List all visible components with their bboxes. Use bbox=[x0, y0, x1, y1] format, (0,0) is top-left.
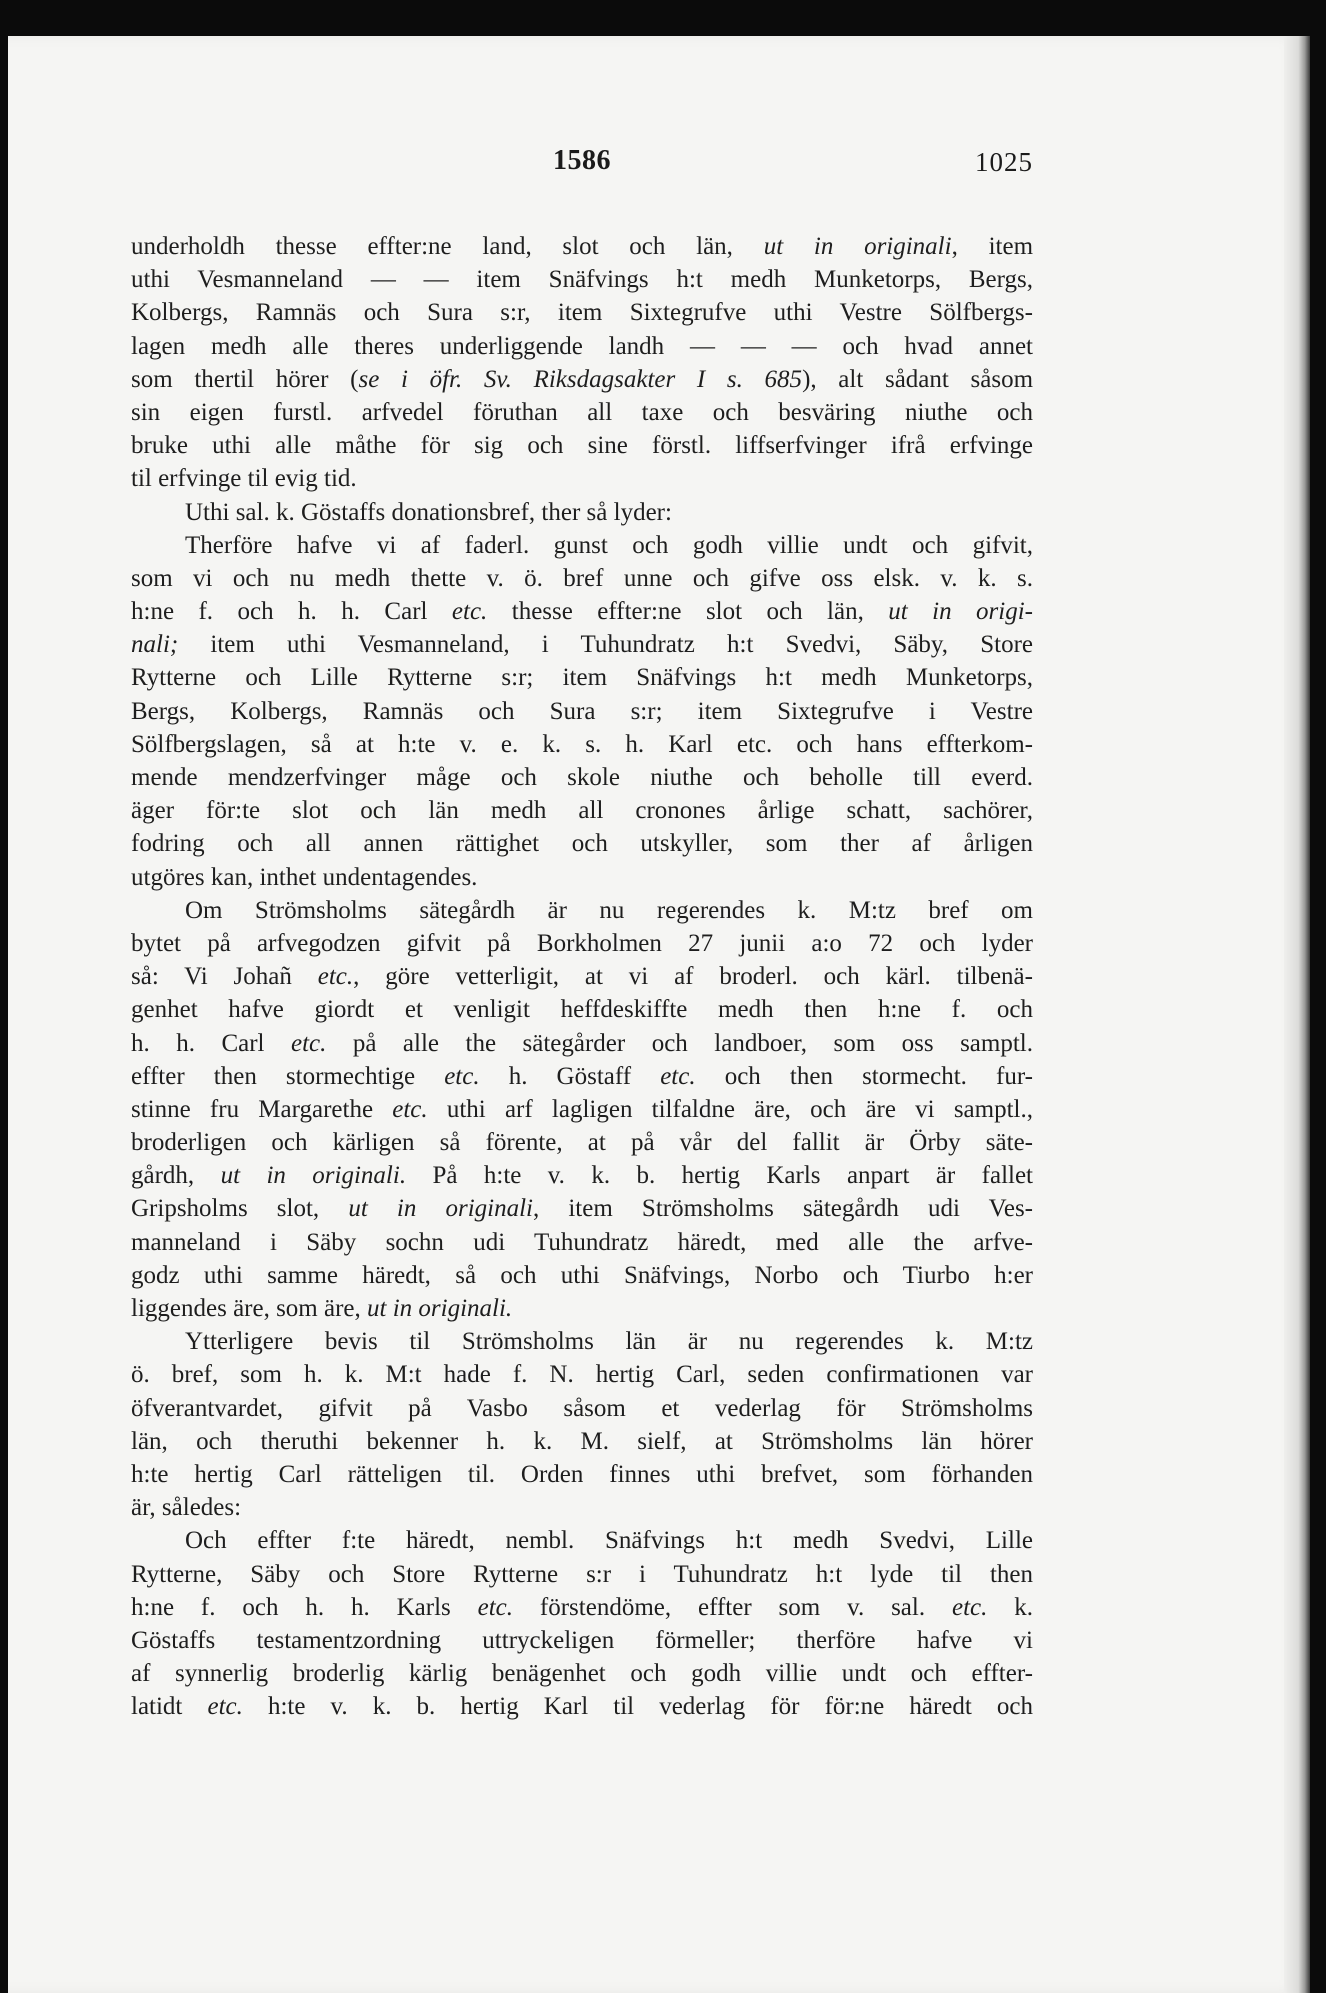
text-run: effter then stormechtige bbox=[131, 1062, 445, 1090]
text-run: Uthi sal. k. Göstaffs donationsbref, ther så lyder: bbox=[185, 498, 672, 526]
text-run: k. bbox=[987, 1593, 1033, 1621]
text-line bbox=[131, 1358, 1033, 1391]
text-run: fodring och all annen rättighet och utskyller, som ther af årligen bbox=[131, 830, 1033, 858]
text-run: gårdh, bbox=[131, 1162, 221, 1190]
text-line bbox=[131, 894, 1033, 927]
text-run: underholdh thesse effter:ne land, slot och län, bbox=[131, 233, 764, 260]
italic-text: ut in originali. bbox=[367, 1295, 513, 1322]
text-line bbox=[131, 562, 1033, 595]
text-run: Ytterligere bevis til Strömsholms län är nu regerendes k. M:tz bbox=[185, 1328, 1033, 1356]
text-run: Om Strömsholms sätegårdh är nu regerendes k. M:tz bref om bbox=[185, 896, 1033, 924]
text-run: godz uthi samme häredt, så och uthi Snäfvings, Norbo och Tiurbo h:er bbox=[131, 1261, 1033, 1289]
text-line bbox=[131, 1591, 1033, 1624]
text-run: Och effter f:te häredt, nembl. Snäfvings h:t medh Svedvi, Lille bbox=[185, 1527, 1033, 1555]
text-line bbox=[131, 1292, 1033, 1325]
text-run: h. h. Carl bbox=[131, 1029, 291, 1057]
italic-text: ut in originali bbox=[348, 1195, 533, 1223]
text-run: och then stormecht. fur- bbox=[695, 1062, 1033, 1090]
text-line bbox=[131, 1690, 1033, 1723]
text-run: uthi Vesmanneland — — item Snäfvings h:t medh Munketorps, Bergs, bbox=[131, 266, 1033, 294]
text-line bbox=[131, 1491, 1033, 1524]
page-header bbox=[131, 145, 1033, 205]
text-run: latidt bbox=[131, 1693, 208, 1721]
text-run: äger för:te slot och län medh all cronones årlige schatt, sachörer, bbox=[131, 797, 1033, 825]
text-line bbox=[131, 960, 1033, 993]
text-line bbox=[131, 595, 1033, 628]
text-line bbox=[131, 1192, 1033, 1225]
text-line bbox=[131, 661, 1033, 694]
text-line bbox=[131, 1325, 1033, 1358]
text-run: thesse effter:ne slot och län, bbox=[487, 598, 889, 626]
italic-text: etc. bbox=[392, 1095, 428, 1123]
text-run: , item bbox=[951, 233, 1033, 260]
text-run: Rytterne, Säby och Store Rytterne s:r i Tuhundratz h:t lyde til then bbox=[131, 1560, 1033, 1588]
italic-text: etc. bbox=[477, 1593, 514, 1621]
text-run: sin eigen furstl. arfvedel föruthan all taxe och besväring niuthe och bbox=[131, 398, 1033, 426]
page-edge-shadow bbox=[1284, 36, 1310, 1993]
text-run: öfverantvardet, gifvit på Vasbo såsom et vederlag för Strömsholms bbox=[131, 1394, 1033, 1422]
text-line bbox=[131, 861, 1033, 894]
text-run: som thertil hörer ( bbox=[131, 365, 359, 393]
text-line bbox=[131, 1093, 1033, 1126]
page-number: 1025 bbox=[975, 147, 1033, 177]
italic-text: etc. bbox=[444, 1062, 480, 1090]
text-run: genhet hafve giordt et venligit heffdeskiffte medh then h:ne f. och bbox=[131, 996, 1033, 1024]
text-line bbox=[131, 993, 1033, 1026]
text-line bbox=[131, 462, 1033, 495]
text-line bbox=[131, 263, 1033, 296]
text-line bbox=[131, 1226, 1033, 1259]
header-year: 1586 bbox=[553, 145, 611, 176]
text-run: h:ne f. och h. h. Karls bbox=[131, 1593, 478, 1621]
body-text bbox=[131, 230, 1033, 1723]
text-line bbox=[131, 1159, 1033, 1192]
text-run: h. Göstaff bbox=[479, 1062, 661, 1090]
text-line bbox=[131, 529, 1033, 562]
italic-text: etc. bbox=[660, 1062, 696, 1090]
text-line bbox=[131, 396, 1033, 429]
text-line bbox=[131, 496, 1033, 529]
italic-text: etc. bbox=[451, 598, 488, 626]
italic-text: etc. bbox=[317, 963, 354, 991]
italic-text: ut in originali bbox=[763, 233, 952, 260]
text-run: så: Vi Johañ bbox=[131, 963, 318, 991]
text-run: uthi arf lagligen tilfaldne äre, och äre vi samptl., bbox=[427, 1095, 1033, 1123]
text-run: , item Strömsholms sätegårdh udi Ves- bbox=[532, 1195, 1033, 1223]
italic-text: ut in origi- bbox=[888, 598, 1033, 626]
text-run: af synnerlig broderlig kärlig benägenhet och godh villie undt och effter- bbox=[131, 1660, 1033, 1688]
text-run: , göre vetterligit, at vi af broderl. och kärl. tilbenä- bbox=[353, 963, 1033, 991]
text-run: Bergs, Kolbergs, Ramnäs och Sura s:r; item Sixtegrufve i Vestre bbox=[131, 697, 1033, 725]
text-line bbox=[131, 761, 1033, 794]
text-line bbox=[131, 1558, 1033, 1591]
text-run: lagen medh alle theres underliggende landh — — — och hvad annet bbox=[131, 332, 1033, 360]
text-run: Rytterne och Lille Rytterne s:r; item Snäfvings h:t medh Munketorps, bbox=[131, 664, 1033, 692]
text-line bbox=[131, 1060, 1033, 1093]
text-line bbox=[131, 1392, 1033, 1425]
italic-text: nali; bbox=[131, 631, 179, 659]
text-run: h:ne f. och h. h. Carl bbox=[131, 598, 452, 626]
text-run: stinne fru Margarethe bbox=[131, 1095, 393, 1123]
text-run: ), alt sådant såsom bbox=[802, 365, 1033, 393]
text-line bbox=[131, 1126, 1033, 1159]
text-run: Gripsholms slot, bbox=[131, 1195, 349, 1223]
italic-text: etc. bbox=[290, 1029, 327, 1057]
text-run: Therföre hafve vi af faderl. gunst och godh villie undt och gifvit, bbox=[185, 531, 1033, 559]
text-line bbox=[131, 1259, 1033, 1292]
text-run: h:te v. k. b. hertig Karl til vederlag för för:ne häredt och bbox=[242, 1693, 1033, 1721]
text-run: item uthi Vesmanneland, i Tuhundratz h:t Svedvi, Säby, Store bbox=[178, 631, 1033, 659]
text-run: til erfvinge til evig tid. bbox=[131, 465, 357, 493]
text-line bbox=[131, 695, 1033, 728]
text-line bbox=[131, 628, 1033, 661]
text-line bbox=[131, 1657, 1033, 1690]
text-line bbox=[131, 728, 1033, 761]
text-run: mende mendzerfvinger måge och skole niuthe och beholle till everd. bbox=[131, 764, 1033, 791]
text-line bbox=[131, 429, 1033, 462]
text-run: Sölfbergslagen, så at h:te v. e. k. s. h. Karl etc. och hans effterkom- bbox=[131, 730, 1033, 758]
text-run: som vi och nu medh thette v. ö. bref unne och gifve oss elsk. v. k. s. bbox=[131, 564, 1033, 592]
text-line bbox=[131, 230, 1033, 263]
text-run: län, och theruthi bekenner h. k. M. sielf, at Strömsholms län hörer bbox=[131, 1427, 1033, 1455]
text-line bbox=[131, 363, 1033, 396]
text-line bbox=[131, 927, 1033, 960]
text-run: h:te hertig Carl rätteligen til. Orden finnes uthi brefvet, som förhanden bbox=[131, 1460, 1033, 1488]
italic-text: etc. bbox=[207, 1693, 243, 1721]
text-line bbox=[131, 794, 1033, 827]
text-line bbox=[131, 296, 1033, 329]
text-line bbox=[131, 1624, 1033, 1657]
italic-text: se i öfr. Sv. Riksdagsakter I s. 685 bbox=[358, 365, 803, 393]
text-run: utgöres kan, inthet undentagendes. bbox=[131, 863, 478, 891]
text-line bbox=[131, 1027, 1033, 1060]
text-line bbox=[131, 1524, 1033, 1557]
text-run: liggendes äre, som äre, bbox=[131, 1295, 368, 1322]
italic-text: ut in originali. bbox=[220, 1162, 407, 1190]
text-line bbox=[131, 330, 1033, 363]
text-run: bytet på arfvegodzen gifvit på Borkholmen 27 junii a:o 72 och lyder bbox=[131, 929, 1033, 957]
text-run: ö. bref, som h. k. M:t hade f. N. hertig Carl, seden confirmationen var bbox=[131, 1361, 1033, 1389]
text-run: på alle the sätegårder och landboer, som oss samptl. bbox=[326, 1029, 1033, 1057]
italic-text: etc. bbox=[951, 1593, 988, 1621]
text-run: Göstaffs testamentzordning uttryckeligen förmeller; therföre hafve vi bbox=[131, 1626, 1033, 1654]
text-run: På h:te v. k. b. hertig Karls anpart är fallet bbox=[406, 1162, 1033, 1190]
text-run: manneland i Säby sochn udi Tuhundratz häredt, med alle the arfve- bbox=[131, 1228, 1033, 1256]
text-run: Kolbergs, Ramnäs och Sura s:r, item Sixtegrufve uthi Vestre Sölfbergs- bbox=[131, 299, 1033, 327]
text-run: är, således: bbox=[131, 1494, 242, 1522]
text-line bbox=[131, 1458, 1033, 1491]
text-run: förstendöme, effter som v. sal. bbox=[513, 1593, 952, 1621]
text-run: broderligen och kärligen så förente, at på vår del fallit är Örby säte- bbox=[131, 1129, 1033, 1157]
text-line bbox=[131, 827, 1033, 860]
text-run: bruke uthi alle måthe för sig och sine förstl. liffserfvinger ifrå erfvinge bbox=[131, 432, 1033, 460]
text-line bbox=[131, 1425, 1033, 1458]
